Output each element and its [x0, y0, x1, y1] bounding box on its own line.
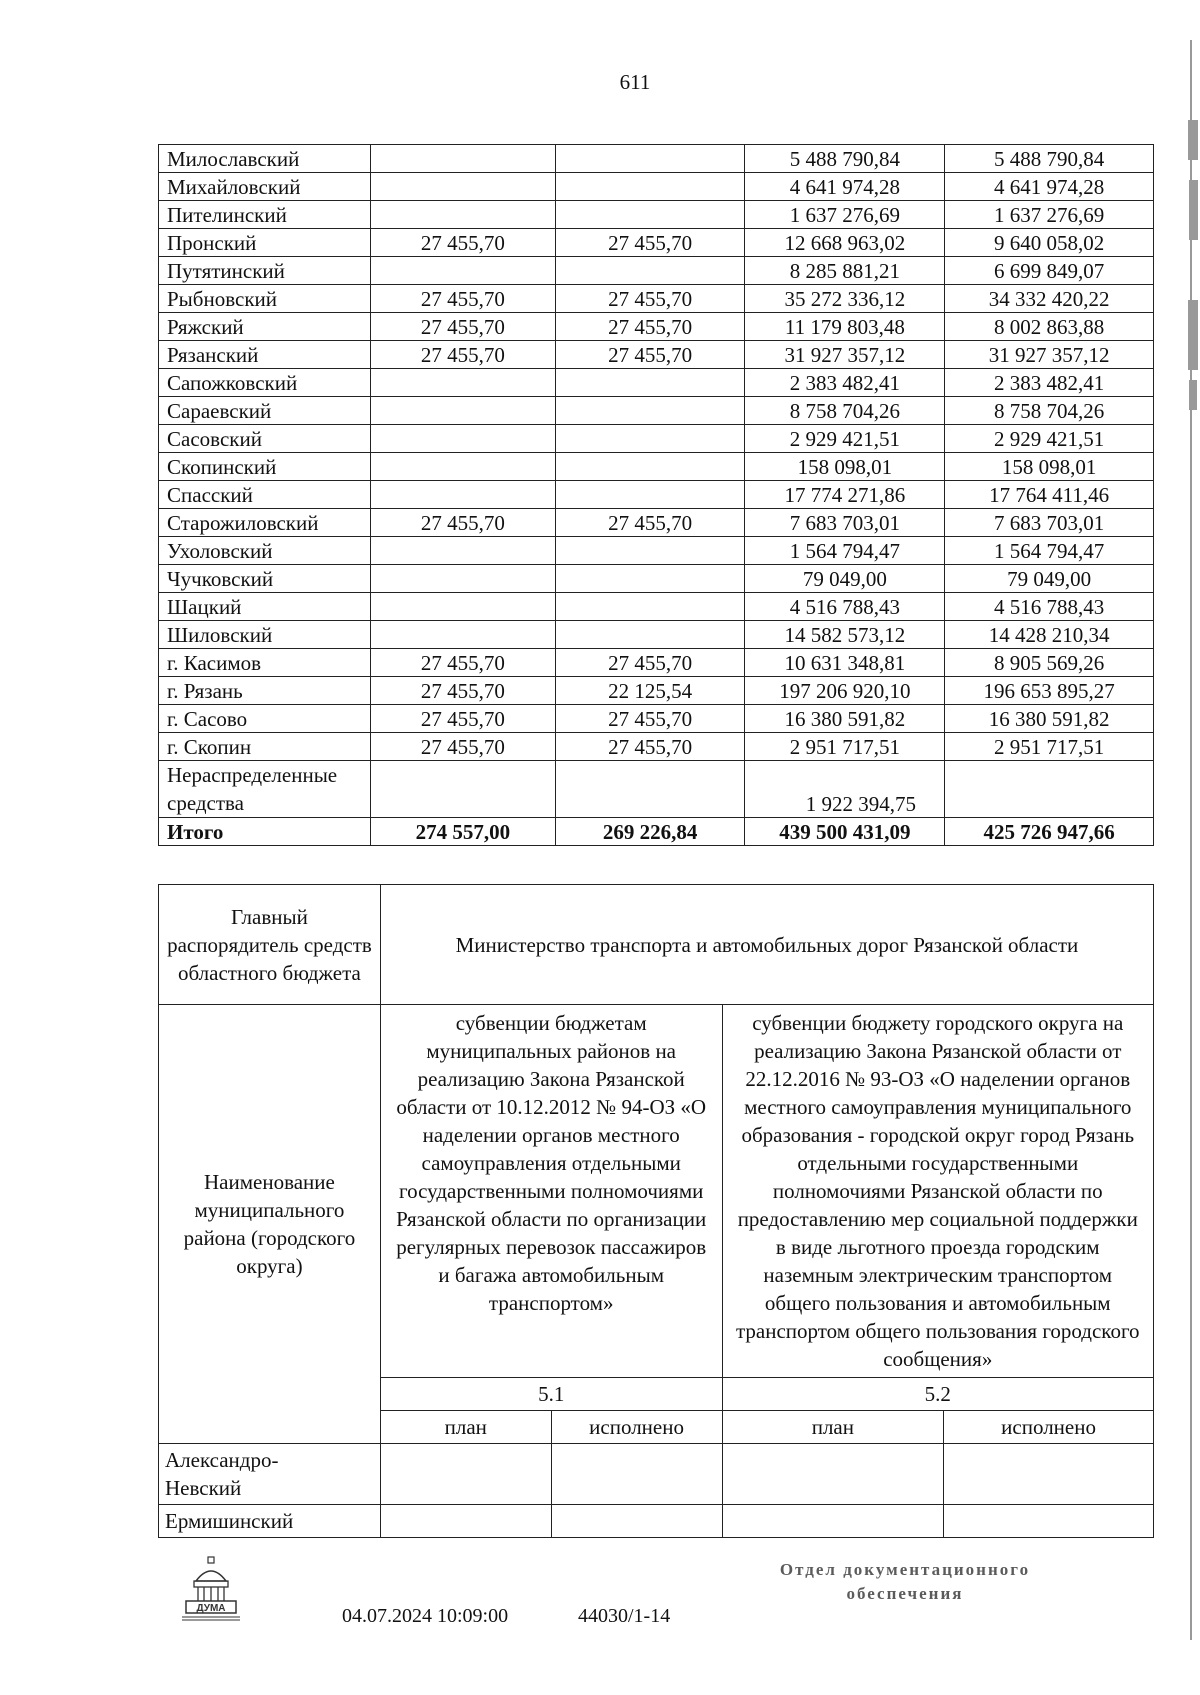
page-number: 611 — [619, 70, 651, 94]
district-name: Старожиловский — [159, 509, 371, 537]
value-c3: 2 951 717,51 — [745, 733, 945, 761]
subvention-5-2-description: субвенции бюджету городского округа на реализацию Закона Рязанской области от 22.12.2016 № 93-ОЗ «О наделении органов местного самоуправления муниципального образования - городской округ город Рязань отдельными государственными полномочиями Рязанской области по предоставлению мер социальной поддержки в виде льготного проезда городским наземным электрическим транспортом общего пользования и автомобильным транспортом общего пользования городского сообщения» — [722, 1005, 1153, 1378]
value-c2 — [555, 397, 745, 425]
value-c1 — [370, 761, 555, 818]
value-c1 — [370, 173, 555, 201]
value-c3: 12 668 963,02 — [745, 229, 945, 257]
value-c2 — [555, 565, 745, 593]
district-name: Чучковский — [159, 565, 371, 593]
done-header: исполнено — [944, 1411, 1154, 1444]
table-row-total — [159, 818, 1154, 846]
unallocated-name: Нераспределенные средства — [159, 761, 371, 818]
ministry-name: Министерство транспорта и автомобильных дорог Рязанской области — [380, 885, 1153, 1005]
transport-subvention-table — [158, 884, 1154, 1538]
district-name: Шацкий — [159, 593, 371, 621]
value-c4: 2 951 717,51 — [945, 733, 1154, 761]
value-c4: 8 002 863,88 — [945, 313, 1154, 341]
value-c2 — [555, 425, 745, 453]
value-c2 — [555, 145, 745, 173]
value-c1: 27 455,70 — [370, 649, 555, 677]
district-name: г. Сасово — [159, 705, 371, 733]
value-c3: 158 098,01 — [745, 453, 945, 481]
value-c1 — [370, 621, 555, 649]
table-row — [159, 425, 1154, 453]
value-c3: 197 206 920,10 — [745, 677, 945, 705]
value-c1 — [370, 201, 555, 229]
value-c2 — [555, 201, 745, 229]
code-5-2: 5.2 — [722, 1378, 1153, 1411]
value-c2: 27 455,70 — [555, 733, 745, 761]
table-row — [159, 733, 1154, 761]
table-row — [159, 509, 1154, 537]
value-c1 — [370, 453, 555, 481]
district-name: г. Скопин — [159, 733, 371, 761]
plan-header: план — [722, 1411, 944, 1444]
value-c3: 1 922 394,75 — [745, 761, 945, 818]
value-c1 — [370, 565, 555, 593]
table-row — [159, 313, 1154, 341]
value-c4: 1 564 794,47 — [945, 537, 1154, 565]
value-c2: 27 455,70 — [555, 341, 745, 369]
table-row — [159, 565, 1154, 593]
value-c2 — [555, 761, 745, 818]
table-row — [159, 229, 1154, 257]
district-name: Пронский — [159, 229, 371, 257]
value-c1 — [370, 369, 555, 397]
value-c3: 2 929 421,51 — [745, 425, 945, 453]
value-c3: 79 049,00 — [745, 565, 945, 593]
department-stamp: Отдел документационного обеспечения — [779, 1560, 1031, 1603]
table-row — [159, 537, 1154, 565]
table-row — [159, 453, 1154, 481]
value-c1 — [370, 481, 555, 509]
district-name: Шиловский — [159, 621, 371, 649]
table-row — [159, 397, 1154, 425]
value-c3: 4 641 974,28 — [745, 173, 945, 201]
total-c2: 269 226,84 — [555, 818, 745, 846]
value-c4: 6 699 849,07 — [945, 257, 1154, 285]
value-c1 — [370, 257, 555, 285]
value-c4: 34 332 420,22 — [945, 285, 1154, 313]
value-c4: 8 758 704,26 — [945, 397, 1154, 425]
subvention-5-1-description: субвенции бюджетам муниципальных районов на реализацию Закона Рязанской области от 10.12.2012 № 94-ОЗ «О наделении органов местного самоуправления отдельными государственными полномочиями Рязанской области по организации регулярных перевозок пассажиров и багажа автомобильным транспортом» — [380, 1005, 722, 1378]
table-row — [159, 621, 1154, 649]
total-c1: 274 557,00 — [370, 818, 555, 846]
value-c4: 4 516 788,43 — [945, 593, 1154, 621]
table-row — [159, 705, 1154, 733]
table-row — [159, 677, 1154, 705]
table-row — [159, 173, 1154, 201]
table-row-name: Ермишинский — [159, 1505, 381, 1538]
district-name-header: Наименование муниципального района (городского округа) — [159, 1005, 381, 1444]
value-c3: 1 564 794,47 — [745, 537, 945, 565]
footer-datetime: 04.07.2024 10:09:00 — [342, 1605, 509, 1627]
value-c1: 27 455,70 — [370, 705, 555, 733]
value-c3: 14 582 573,12 — [745, 621, 945, 649]
district-name: г. Рязань — [159, 677, 371, 705]
value-c1 — [370, 145, 555, 173]
value-c2: 27 455,70 — [555, 705, 745, 733]
value-c1 — [370, 593, 555, 621]
total-c4: 425 726 947,66 — [945, 818, 1154, 846]
value-c4: 2 383 482,41 — [945, 369, 1154, 397]
table-row-unallocated — [159, 761, 1154, 818]
value-c3: 8 758 704,26 — [745, 397, 945, 425]
value-c4: 5 488 790,84 — [945, 145, 1154, 173]
table-row — [159, 593, 1154, 621]
table-row — [159, 341, 1154, 369]
scan-edge-marks — [1186, 40, 1200, 1640]
footer-doc-code: 44030/1-14 — [578, 1605, 671, 1627]
value-c3: 11 179 803,48 — [745, 313, 945, 341]
value-c3: 1 637 276,69 — [745, 201, 945, 229]
district-name: Рыбновский — [159, 285, 371, 313]
value-c1: 27 455,70 — [370, 341, 555, 369]
district-name: г. Касимов — [159, 649, 371, 677]
duma-logo — [176, 1555, 246, 1623]
table-row — [159, 481, 1154, 509]
table-row — [159, 257, 1154, 285]
logo-text: ДУМА — [196, 1603, 226, 1614]
value-c1: 27 455,70 — [370, 509, 555, 537]
value-c3: 17 774 271,86 — [745, 481, 945, 509]
value-c4: 16 380 591,82 — [945, 705, 1154, 733]
value-c2 — [555, 257, 745, 285]
distribution-table — [158, 144, 1154, 846]
value-c2: 27 455,70 — [555, 313, 745, 341]
value-c2: 27 455,70 — [555, 285, 745, 313]
table-row-name: Александро-Невский — [159, 1444, 381, 1505]
value-c2: 27 455,70 — [555, 229, 745, 257]
district-name: Ряжский — [159, 313, 371, 341]
value-c4: 31 927 357,12 — [945, 341, 1154, 369]
total-label: Итого — [159, 818, 371, 846]
district-name: Пителинский — [159, 201, 371, 229]
district-name: Ухоловский — [159, 537, 371, 565]
value-c1: 27 455,70 — [370, 313, 555, 341]
value-c2 — [555, 453, 745, 481]
value-c3: 31 927 357,12 — [745, 341, 945, 369]
district-name: Сапожковский — [159, 369, 371, 397]
value-c4: 79 049,00 — [945, 565, 1154, 593]
done-header: исполнено — [551, 1411, 722, 1444]
value-c2 — [555, 369, 745, 397]
district-name: Милославский — [159, 145, 371, 173]
value-c2 — [555, 537, 745, 565]
chief-administrator-label: Главный распорядитель средств областного бюджета — [159, 885, 381, 1005]
value-c1: 27 455,70 — [370, 733, 555, 761]
district-name: Спасский — [159, 481, 371, 509]
value-c4: 14 428 210,34 — [945, 621, 1154, 649]
value-c2 — [555, 173, 745, 201]
district-name: Сасовский — [159, 425, 371, 453]
value-c3: 5 488 790,84 — [745, 145, 945, 173]
value-c2 — [555, 481, 745, 509]
value-c4: 2 929 421,51 — [945, 425, 1154, 453]
district-name: Рязанский — [159, 341, 371, 369]
value-c2: 27 455,70 — [555, 649, 745, 677]
value-c2: 22 125,54 — [555, 677, 745, 705]
value-c2: 27 455,70 — [555, 509, 745, 537]
value-c4: 158 098,01 — [945, 453, 1154, 481]
value-c4: 7 683 703,01 — [945, 509, 1154, 537]
code-5-1: 5.1 — [380, 1378, 722, 1411]
value-c3: 35 272 336,12 — [745, 285, 945, 313]
value-c4: 8 905 569,26 — [945, 649, 1154, 677]
value-c1: 27 455,70 — [370, 677, 555, 705]
value-c4: 17 764 411,46 — [945, 481, 1154, 509]
district-name: Скопинский — [159, 453, 371, 481]
value-c1: 27 455,70 — [370, 229, 555, 257]
value-c4: 196 653 895,27 — [945, 677, 1154, 705]
value-c1 — [370, 397, 555, 425]
table-row — [159, 145, 1154, 173]
district-name: Сараевский — [159, 397, 371, 425]
value-c4: 4 641 974,28 — [945, 173, 1154, 201]
table-row — [159, 285, 1154, 313]
value-c3: 10 631 348,81 — [745, 649, 945, 677]
plan-header: план — [380, 1411, 551, 1444]
value-c2 — [555, 621, 745, 649]
district-name: Путятинский — [159, 257, 371, 285]
value-c3: 2 383 482,41 — [745, 369, 945, 397]
value-c1 — [370, 537, 555, 565]
total-c3: 439 500 431,09 — [745, 818, 945, 846]
value-c3: 8 285 881,21 — [745, 257, 945, 285]
table-row — [159, 369, 1154, 397]
table-row — [159, 201, 1154, 229]
value-c4 — [945, 761, 1154, 818]
value-c3: 16 380 591,82 — [745, 705, 945, 733]
value-c1: 27 455,70 — [370, 285, 555, 313]
value-c4: 1 637 276,69 — [945, 201, 1154, 229]
value-c4: 9 640 058,02 — [945, 229, 1154, 257]
value-c3: 4 516 788,43 — [745, 593, 945, 621]
value-c1 — [370, 425, 555, 453]
value-c2 — [555, 593, 745, 621]
district-name: Михайловский — [159, 173, 371, 201]
value-c3: 7 683 703,01 — [745, 509, 945, 537]
table-row — [159, 649, 1154, 677]
